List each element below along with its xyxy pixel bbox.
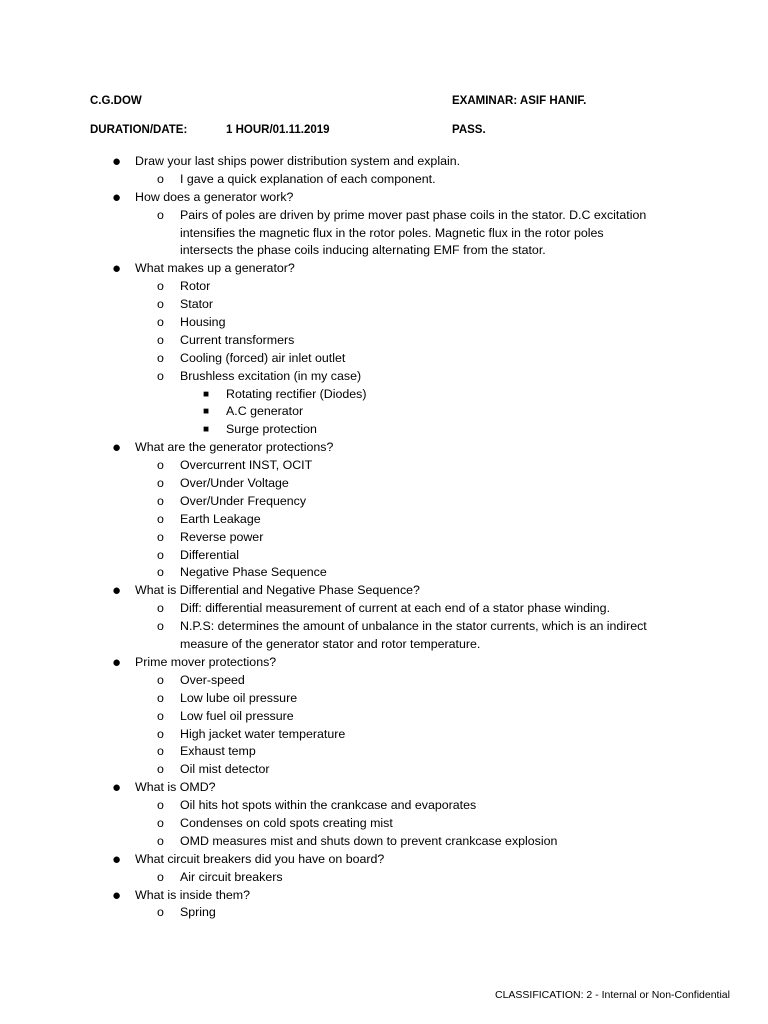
answer-item [0, 457, 768, 475]
line-text: High jacket water temperature [180, 726, 346, 741]
bullet-circle-icon: o [157, 493, 164, 508]
line-text: What are the generator protections? [135, 440, 334, 455]
line-text: Rotating rectifier (Diodes) [226, 386, 367, 401]
question-item [0, 260, 768, 278]
question-item [0, 153, 768, 171]
answer-item [0, 833, 768, 851]
duration-value: 1 HOUR/01.11.2019 [226, 124, 330, 136]
answer-item [0, 761, 768, 779]
line-text: OMD measures mist and shuts down to prevent crankcase explosion [180, 833, 558, 848]
question-item [0, 779, 768, 797]
bullet-circle-icon: o [157, 315, 164, 330]
line-text: Housing [180, 315, 226, 330]
bullet-circle-icon: o [157, 458, 164, 473]
line-text: How does a generator work? [135, 189, 294, 204]
bullet-square-icon: ■ [203, 388, 210, 400]
bullet-circle-icon: o [157, 905, 164, 920]
answer-item [0, 171, 768, 189]
answer-item [0, 207, 768, 225]
answer-item [0, 314, 768, 332]
bullet-circle-icon: o [157, 547, 164, 562]
bullet-circle-icon: o [157, 762, 164, 777]
answer-item [0, 797, 768, 815]
line-text: What circuit breakers did you have on board? [135, 851, 385, 866]
bullet-circle-icon: o [157, 297, 164, 312]
line-text: Cooling (forced) air inlet outlet [180, 350, 346, 365]
answer-item [0, 904, 768, 922]
answer-item [0, 475, 768, 493]
line-text: What is OMD? [135, 780, 216, 795]
line-text: measure of the generator stator and rotor temperature. [180, 637, 481, 652]
bullet-circle-icon: o [157, 511, 164, 526]
answer-continuation-line [0, 242, 768, 260]
question-item [0, 439, 768, 457]
answer-item [0, 672, 768, 690]
bullet-circle-icon: o [157, 350, 164, 365]
bullet-dot-icon: ● [112, 153, 122, 170]
classification-footer: CLASSIFICATION: 2 - Internal or Non-Confidential [495, 989, 730, 1001]
line-text: Current transformers [180, 332, 295, 347]
bullet-circle-icon: o [157, 601, 164, 616]
answer-item [0, 815, 768, 833]
line-text: Rotor [180, 279, 211, 294]
bullet-circle-icon: o [157, 869, 164, 884]
line-text: intensifies the magnetic flux in the rotor poles. Magnetic flux in the rotor poles [180, 225, 604, 240]
answer-item [0, 743, 768, 761]
answer-continuation-line [0, 636, 768, 654]
duration-label: DURATION/DATE: [90, 124, 188, 136]
bullet-dot-icon: ● [112, 582, 122, 600]
question-item [0, 189, 768, 207]
bullet-circle-icon: o [157, 171, 164, 186]
answer-item [0, 368, 768, 386]
sub-answer-item [0, 403, 768, 421]
bullet-circle-icon: o [157, 476, 164, 491]
bullet-dot-icon: ● [112, 886, 122, 904]
answer-item [0, 708, 768, 726]
line-text: What is inside them? [135, 887, 251, 902]
answer-item [0, 547, 768, 565]
bullet-circle-icon: o [157, 798, 164, 813]
examiner-name: EXAMINAR: ASIF HANIF. [452, 95, 587, 107]
bullet-square-icon: ■ [203, 406, 210, 418]
question-item [0, 582, 768, 600]
bullet-dot-icon: ● [112, 850, 122, 868]
answer-continuation-line [0, 225, 768, 243]
bullet-dot-icon: ● [112, 188, 122, 206]
answer-item [0, 332, 768, 350]
line-text: Over/Under Voltage [180, 476, 289, 491]
line-text: Over-speed [180, 672, 245, 687]
line-text: Brushless excitation (in my case) [180, 368, 362, 383]
question-item [0, 654, 768, 672]
answer-item [0, 726, 768, 744]
line-text: Oil hits hot spots within the crankcase and evaporates [180, 798, 477, 813]
line-text: I gave a quick explanation of each component. [180, 171, 436, 186]
line-text: Over/Under Frequency [180, 493, 307, 508]
question-answer-list [0, 153, 768, 922]
bullet-circle-icon: o [157, 744, 164, 759]
bullet-dot-icon: ● [112, 653, 122, 671]
line-text: Pairs of poles are driven by prime mover past phase coils in the stator. D.C excitation [180, 207, 647, 222]
answer-item [0, 600, 768, 618]
bullet-circle-icon: o [157, 279, 164, 294]
line-text: Condenses on cold spots creating mist [180, 815, 393, 830]
question-item [0, 887, 768, 905]
line-text: Diff: differential measurement of current at each end of a stator phase winding. [180, 601, 611, 616]
line-text: A.C generator [226, 404, 304, 419]
answer-item [0, 296, 768, 314]
answer-item [0, 350, 768, 368]
bullet-circle-icon: o [157, 833, 164, 848]
line-text: Differential [180, 547, 240, 562]
line-text: Prime mover protections? [135, 654, 277, 669]
bullet-circle-icon: o [157, 726, 164, 741]
line-text: Surge protection [226, 422, 317, 437]
bullet-circle-icon: o [157, 672, 164, 687]
answer-item [0, 493, 768, 511]
sub-answer-item [0, 386, 768, 404]
answer-item [0, 690, 768, 708]
line-text: Reverse power [180, 529, 264, 544]
line-text: N.P.S: determines the amount of unbalance in the stator currents, which is an indirect [180, 619, 647, 634]
bullet-circle-icon: o [157, 708, 164, 723]
line-text: What makes up a generator? [135, 261, 295, 276]
answer-item [0, 564, 768, 582]
line-text: What is Differential and Negative Phase Sequence? [135, 583, 420, 598]
line-text: intersects the phase coils inducing alternating EMF from the stator. [180, 243, 546, 258]
answer-item [0, 278, 768, 296]
answer-item [0, 529, 768, 547]
bullet-circle-icon: o [157, 690, 164, 705]
bullet-square-icon: ■ [203, 424, 210, 436]
bullet-circle-icon: o [157, 619, 164, 634]
candidate-name: C.G.DOW [90, 95, 142, 107]
bullet-dot-icon: ● [112, 260, 122, 278]
bullet-dot-icon: ● [112, 779, 122, 797]
line-text: Low fuel oil pressure [180, 708, 294, 723]
line-text: Low lube oil pressure [180, 690, 298, 705]
bullet-dot-icon: ● [112, 439, 122, 457]
line-text: Draw your last ships power distribution system and explain. [135, 154, 461, 168]
answer-item [0, 618, 768, 636]
exam-result: PASS. [452, 124, 486, 136]
line-text: Spring [180, 905, 216, 920]
line-text: Earth Leakage [180, 511, 261, 526]
line-text: Negative Phase Sequence [180, 565, 327, 580]
bullet-circle-icon: o [157, 565, 164, 580]
bullet-circle-icon: o [157, 207, 164, 222]
question-item [0, 851, 768, 869]
line-text: Air circuit breakers [180, 869, 283, 884]
bullet-circle-icon: o [157, 368, 164, 383]
line-text: Exhaust temp [180, 744, 256, 759]
bullet-circle-icon: o [157, 332, 164, 347]
line-text: Overcurrent INST, OCIT [180, 458, 313, 473]
sub-answer-item [0, 421, 768, 439]
line-text: Stator [180, 297, 214, 312]
answer-item [0, 869, 768, 887]
bullet-circle-icon: o [157, 815, 164, 830]
line-text: Oil mist detector [180, 762, 270, 777]
answer-item [0, 511, 768, 529]
bullet-circle-icon: o [157, 529, 164, 544]
